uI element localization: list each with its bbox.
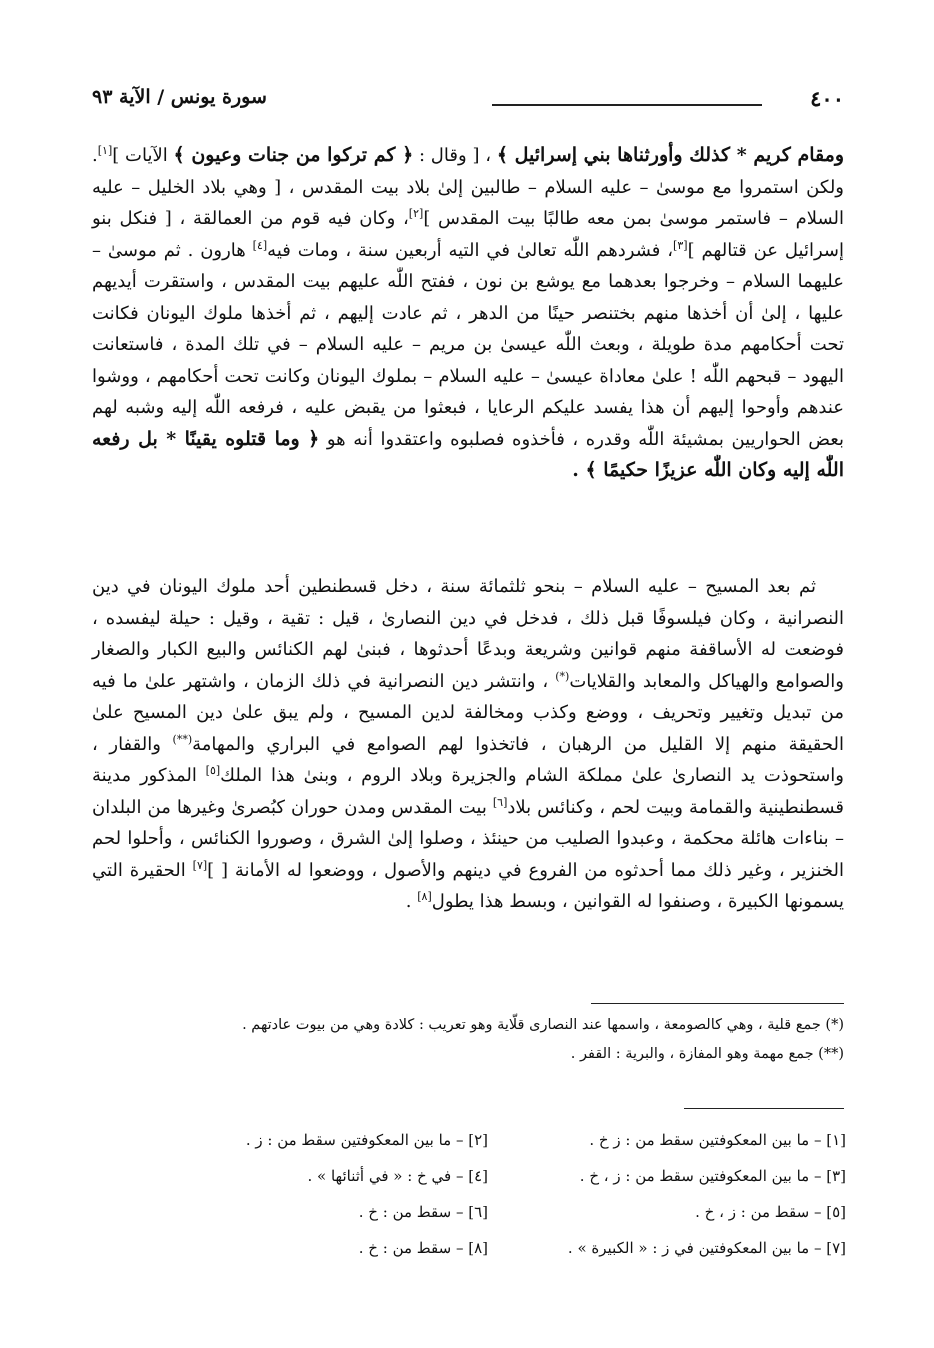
footnote-marker: [٧] xyxy=(192,858,208,872)
text-segment: هارون . ثم موسىٰ – عليهما السلام – وخرجوا بعدهما مع يوشع بن نون ، ففتح اللّٰه عليهم بيت المقدس ، واستقرت أيديهم عليها ، إلىٰ أن أخذها منهم بختنصر حينًا من الدهر ، ثم عادت إليهم ، ثم أخذها ملوك اليونان فكانت تحت أحكامهم مدة طويلة ، وبعث اللّٰه عيسىٰ بن مريم – عليه السلام – في تلك المدة ، فاستعانت اليهود – قبحهم اللّٰه ! علىٰ معاداة عيسىٰ – عليه السلام – بملوك اليونان وكانت تحت أحكامهم ، ووشوا عندهم وأوحوا إليهم أن هذا يفسد عليكم الرعايا ، فبعثوا من يقبض عليه ، فرفعه اللّٰه إليه وشبه لهم بعض الحواريين بمشيئة اللّٰه وقدره ، فأخذوه فصلبوه واعتقدوا أنه هو xyxy=(92,239,845,450)
text-segment: والقفار ، واستحوذت يد النصارىٰ علىٰ مملكة الشام والجزيرة وبلاد الروم ، وبنىٰ هذا الملك xyxy=(92,733,844,786)
footnote-4: [٤] – في خ : « في أثنائها » . xyxy=(307,1167,488,1185)
footnote-2: [٢] – ما بين المعكوفتين سقط من : ز . xyxy=(245,1131,488,1149)
text-segment: ، فشردهم اللّٰه تعالىٰ في التيه أربعين سنة ، ومات فيه xyxy=(267,239,674,261)
note-double-star: (**) جمع مهمة وهو المفازة ، والبرية : القفر . xyxy=(570,1046,844,1062)
footnote-marker: [٨] xyxy=(417,890,432,903)
footnote-5: [٥] – سقط من : ز ، خ . xyxy=(695,1203,846,1221)
footnote-marker: [٤] xyxy=(252,238,268,252)
variant-footnotes xyxy=(130,1122,846,1266)
quran-quote: ﴿ كم تركوا من جنات وعيون ﴾ xyxy=(173,144,414,166)
footnote-marker: [٦] xyxy=(492,795,508,809)
header-rule xyxy=(492,104,762,106)
text-segment: . xyxy=(405,891,418,912)
quran-quote: ﴿ وما قتلوه يقينًا * بل رفعه اللّٰه إليه وكان اللّٰه عزيزًا حكيمًا ﴾ . xyxy=(92,427,844,481)
footnote-marker: [٢] xyxy=(408,207,424,220)
footnote-8: [٨] – سقط من : خ . xyxy=(358,1239,488,1257)
footnote-marker: [١] xyxy=(97,144,113,157)
explanatory-notes xyxy=(92,1011,844,1069)
body-paragraph-1 xyxy=(92,140,844,487)
footnote-marker: (**) xyxy=(172,732,193,746)
surah-reference: سورة يونس / الآية ٩٣ xyxy=(92,86,267,108)
text-segment: . ولكن استمروا مع موسىٰ – عليه السلام – طالبين إلىٰ بلاد بيت المقدس ، [ وهي بلاد الخليل – عليه السلام – فاستمر موسىٰ بمن معه طالبًا بيت المقدس ] xyxy=(92,145,845,229)
footnote-row xyxy=(130,1158,846,1194)
text-segment: الحقيرة التي يسمونها الكبيرة ، وصنفوا له القوانين ، وبسط هذا يطول xyxy=(92,859,844,912)
text-segment: ، وانتشر دين النصرانية في ذلك الزمان ، واشتهر علىٰ ما فيه من تبديل وتغيير وتحريف ، ووضع وكذب ومخالفة لدين المسيح ، ولم يبق علىٰ دين المسيح علىٰ الحقيقة منهم إلا القليل من الرهبان ، فاتخذوا لهم الصوامع في البراري والمهامة xyxy=(92,670,844,755)
footnote-7: [٧] – ما بين المعكوفتين في ز : « الكبيرة » . xyxy=(567,1239,846,1257)
footnote-1: [١] – ما بين المعكوفتين سقط من : ز خ . xyxy=(589,1131,846,1149)
footnote-3: [٣] – ما بين المعكوفتين سقط من : ز ، خ . xyxy=(579,1167,846,1185)
quran-quote: ومقام كريم * كذلك وأورثناها بني إسرائيل ﴾ xyxy=(496,144,845,166)
footnote-row xyxy=(130,1122,846,1158)
footnote-row xyxy=(130,1230,846,1266)
body-paragraph-2 xyxy=(92,571,844,918)
note-star: (*) جمع قلية ، وهي كالصومعة ، واسمها عند النصارى قلّاية وهو تعريب : كلادة وهي من بيوت عادتهم . xyxy=(242,1017,844,1033)
text-segment: ، وكان فيه قوم من العمالقة ، [ فنكل بنو إسرائيل عن قتالهم ] xyxy=(92,208,844,261)
text-segment: ثم بعد المسيح – عليه السلام – بنحو ثلثمائة سنة ، دخل قسطنطين أحد ملوك اليونان في دين النصرانية ، وكان فيلسوفًا قبل ذلك ، فدخل في دين النصارىٰ ، قيل : تقية ، وقيل : حيلة ليفسده ، فوضعت له الأساقفة منهم قوانين وشريعة وبدعًا أحدثوها ، فبنىٰ لهم الكنائس والبيع الكبار والصغار والصوامع والهياكل والمعابد والقلايات xyxy=(92,576,844,692)
footnote-6: [٦] – سقط من : خ . xyxy=(358,1203,488,1221)
text-segment: بيت المقدس ومدن حوران كبُصرىٰ وغيرها من البلدان – بناءات هائلة محكمة ، وعبدوا الصليب من حينئذ ، وصلوا إلىٰ الشرق ، وصوروا الكنائس ، وأحلوا لحم الخنزير ، وغير ذلك مما أحدثوه من الفروع في دينهم والأصول ، ووضعوا له الأمانة [ ] xyxy=(92,796,844,881)
page-number: ٤٠٠ xyxy=(810,86,844,111)
footnote-marker: [٣] xyxy=(673,238,688,252)
footnote-marker: (*) xyxy=(555,669,570,683)
footnote-row xyxy=(130,1194,846,1230)
text-segment: المذكور مدينة قسطنطينية والقمامة وبيت لحم ، وكنائس بلاد xyxy=(92,765,844,818)
notes-separator xyxy=(591,1003,844,1004)
page-header xyxy=(92,86,844,122)
text-segment: الآيات ] xyxy=(112,145,174,166)
footnote-marker: [٥] xyxy=(205,764,221,777)
footnotes-separator xyxy=(684,1108,844,1109)
text-segment: ، [ وقال : xyxy=(413,145,497,166)
